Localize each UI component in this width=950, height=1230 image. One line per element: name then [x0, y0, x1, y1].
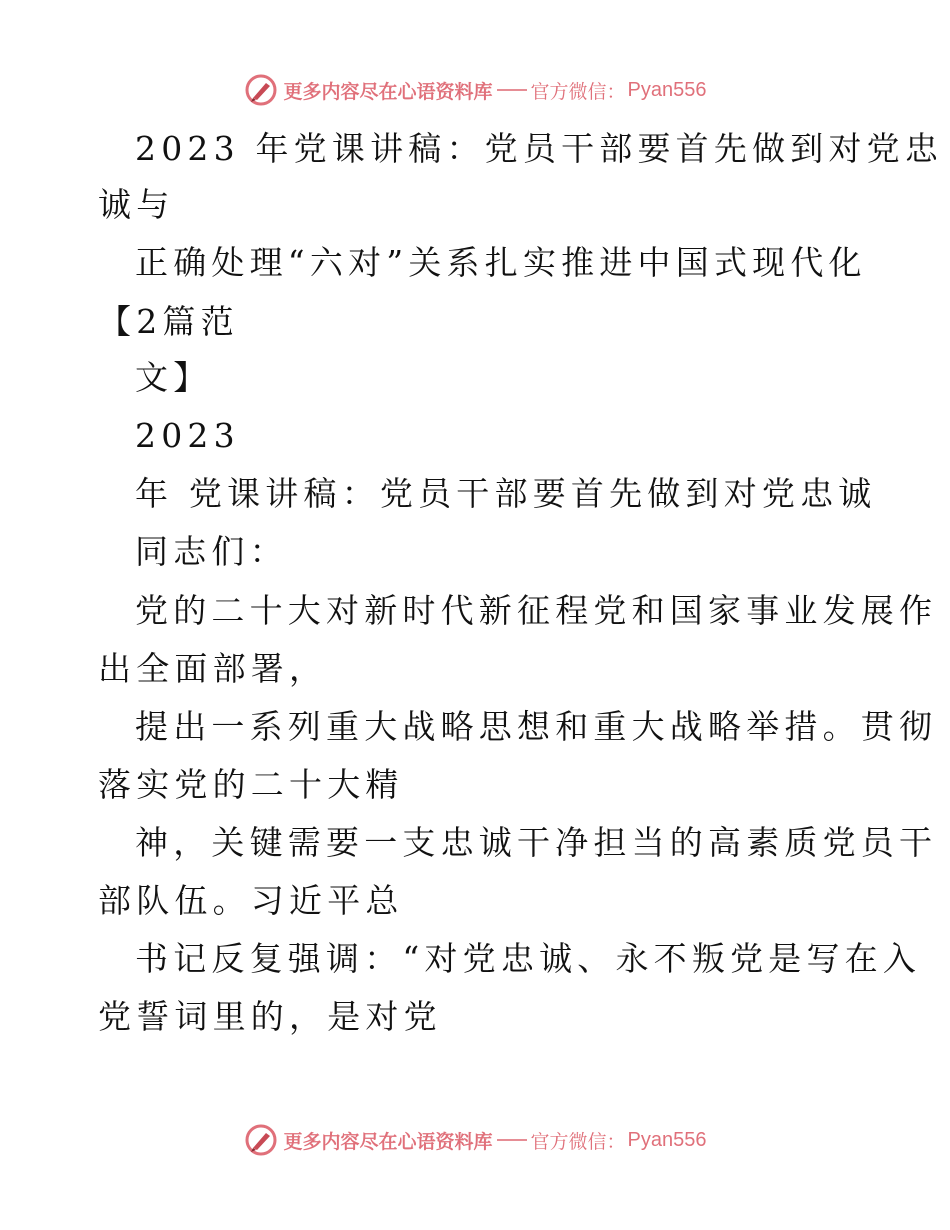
doc-line-14: 部队伍。习近平总	[98, 881, 404, 920]
divider-dash	[497, 1139, 527, 1141]
official-wechat-label: 官方微信：	[530, 1130, 626, 1153]
doc-line-2: 诚与	[98, 185, 175, 224]
brand-text: 更多内容尽在心语资料库	[283, 80, 493, 103]
doc-line-10: 出全面部署，	[98, 649, 328, 688]
divider-dash	[497, 89, 527, 91]
doc-line-11: 提出一系列重大战略思想和重大战略举措。贯彻	[135, 707, 938, 746]
wechat-id: Pyan556	[627, 78, 707, 101]
doc-line-1: 2023 年党课讲稿：党员干部要首先做到对党忠	[135, 129, 944, 168]
doc-line-15: 书记反复强调：“对党忠诚、永不叛党是写在入	[135, 939, 922, 978]
brand-text: 更多内容尽在心语资料库	[283, 1130, 493, 1153]
doc-line-13: 神，关键需要一支忠诚干净担当的高素质党员干	[135, 823, 938, 862]
doc-line-8: 同志们：	[135, 532, 288, 571]
doc-line-9: 党的二十大对新时代新征程党和国家事业发展作	[135, 591, 938, 630]
doc-line-3: 正确处理“六对”关系扎实推进中国式现代化	[135, 243, 867, 282]
pen-logo-icon	[244, 1123, 278, 1157]
doc-line-16: 党誓词里的，是对党	[98, 997, 442, 1036]
doc-line-4: 【2篇范	[98, 302, 239, 341]
pen-logo-icon	[244, 73, 278, 107]
official-wechat-label: 官方微信：	[530, 80, 626, 103]
wechat-id: Pyan556	[627, 1128, 707, 1151]
doc-line-7: 年 党课讲稿：党员干部要首先做到对党忠诚	[135, 474, 877, 513]
doc-line-5: 文】	[135, 358, 212, 397]
footer-watermark-banner	[0, 1120, 950, 1160]
header-watermark-banner	[0, 70, 950, 110]
doc-line-12: 落实党的二十大精	[98, 765, 404, 804]
doc-line-6: 2023	[135, 416, 240, 455]
